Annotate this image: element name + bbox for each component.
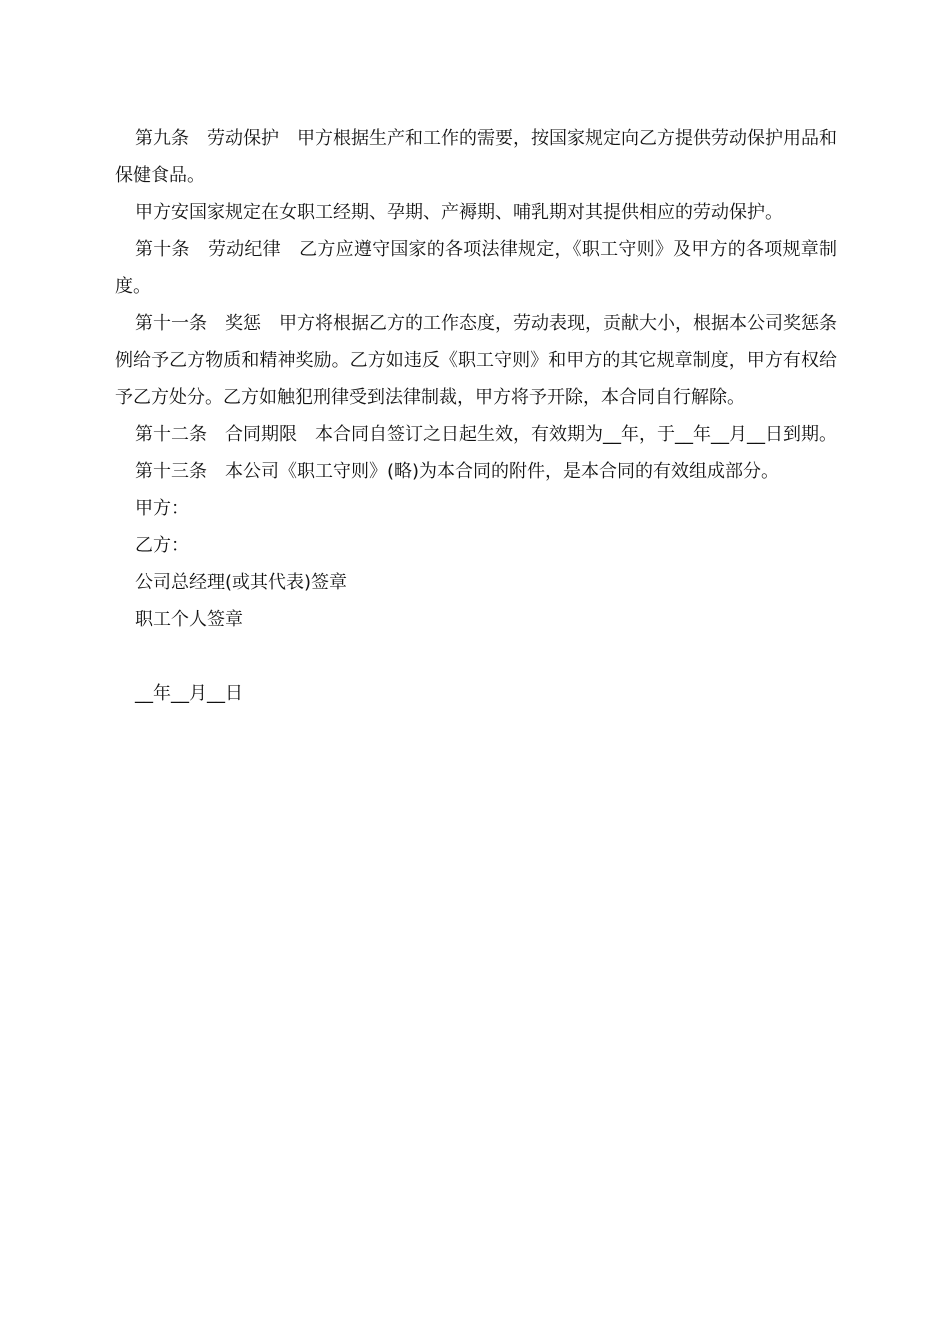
employee-signature-label: 职工个人签章 [135, 609, 243, 630]
article-12-paragraph: 第十二条 合同期限 本合同自签订之日起生效，有效期为__年，于__年__月__日到期。 [135, 424, 837, 445]
article-10-paragraph: 第十条 劳动纪律 乙方应遵守国家的各项法律规定，《职工守则》及甲方的各项规章制度。 [115, 239, 837, 297]
article-9-paragraph: 第九条 劳动保护 甲方根据生产和工作的需要，按国家规定向乙方提供劳动保护用品和保健食品。 [115, 128, 837, 186]
party-b-label: 乙方： [135, 535, 189, 556]
blank-line [115, 638, 837, 675]
document-page [115, 120, 837, 712]
article-11-paragraph: 第十一条 奖惩 甲方将根据乙方的工作态度，劳动表现，贡献大小，根据本公司奖惩条例给予乙方物质和精神奖励。乙方如违反《职工守则》和甲方的其它规章制度，甲方有权给予乙方处分。乙方如触犯刑律受到法律制裁，甲方将予开除，本合同自行解除。 [115, 313, 837, 408]
manager-signature-label: 公司总经理(或其代表)签章 [135, 572, 348, 593]
article-13-paragraph: 第十三条 本公司《职工守则》(略)为本合同的附件，是本合同的有效组成部分。 [135, 461, 780, 482]
party-a-label: 甲方： [135, 498, 189, 519]
signing-date: __年__月__日 [135, 683, 243, 704]
female-protection-paragraph: 甲方安国家规定在女职工经期、孕期、产褥期、哺乳期对其提供相应的劳动保护。 [135, 202, 783, 223]
